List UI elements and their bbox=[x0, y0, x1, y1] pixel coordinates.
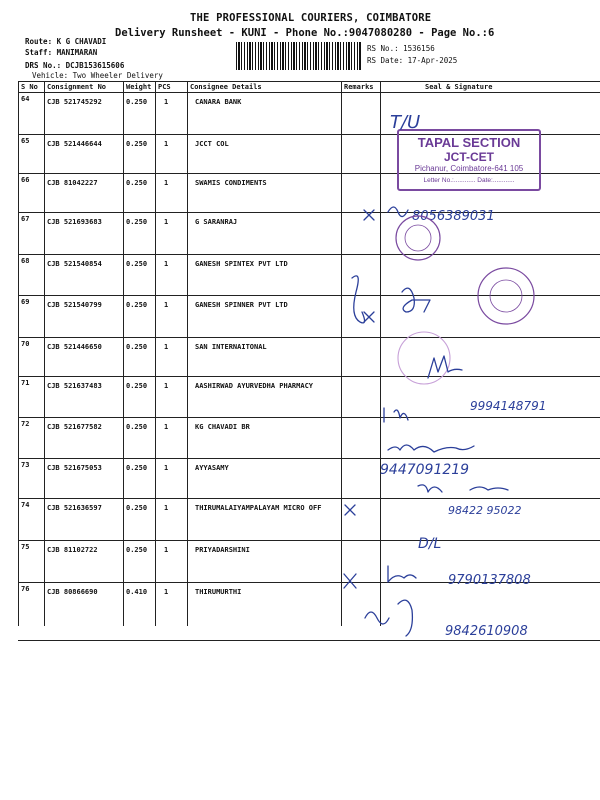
row-weight: 0.250 bbox=[126, 464, 148, 472]
row-sno: 69 bbox=[21, 298, 30, 306]
signature-r72 bbox=[388, 445, 474, 452]
vehicle-value: Two Wheeler Delivery bbox=[72, 71, 163, 80]
row-consignee: CANARA BANK bbox=[195, 98, 242, 106]
table-header-border bbox=[18, 92, 600, 93]
drs-info bbox=[25, 61, 124, 70]
barcode bbox=[236, 42, 362, 70]
vehicle-label: Vehicle: bbox=[32, 71, 69, 80]
col-header-weight: Weight bbox=[126, 83, 152, 91]
row-consignment-no: CJB 81102722 bbox=[47, 546, 98, 554]
row-pcs: 1 bbox=[164, 260, 169, 268]
row-pcs: 1 bbox=[164, 301, 169, 309]
col-divider bbox=[44, 81, 45, 626]
rs-date-value: 17-Apr-2025 bbox=[407, 56, 458, 65]
handwriting-r64: T/U bbox=[390, 112, 421, 133]
col-header-seal: Seal & Signature bbox=[425, 83, 493, 91]
vehicle-info bbox=[32, 71, 163, 80]
row-sno: 68 bbox=[21, 257, 30, 265]
row-pcs: 1 bbox=[164, 218, 169, 226]
row-consignee: THIRUMALAIYAMPALAYAM MICRO OFF bbox=[195, 504, 322, 512]
rs-no-value: 1536156 bbox=[403, 44, 435, 53]
row-consignee: AYYASAMY bbox=[195, 464, 229, 472]
row-consignee: PRIYADARSHINI bbox=[195, 546, 250, 554]
cross-mark bbox=[344, 574, 356, 588]
row-divider bbox=[18, 295, 600, 296]
row-divider bbox=[18, 376, 600, 377]
signature-r69 bbox=[402, 288, 430, 312]
row-sno: 71 bbox=[21, 379, 30, 387]
col-header-sno: S No bbox=[21, 83, 38, 91]
staff-info bbox=[25, 48, 97, 57]
row-pcs: 1 bbox=[164, 588, 169, 596]
drs-label: DRS No.: bbox=[25, 61, 62, 70]
staff-label: Staff: bbox=[25, 48, 53, 57]
row-sno: 70 bbox=[21, 340, 30, 348]
col-header-consignment: Consignment No bbox=[47, 83, 107, 91]
round-seal-icon bbox=[478, 268, 534, 324]
rs-date bbox=[367, 56, 457, 65]
row-consignee: AASHIRWAD AYURVEDHA PHARMACY bbox=[195, 382, 314, 390]
col-divider bbox=[341, 81, 342, 626]
row-weight: 0.250 bbox=[126, 301, 148, 309]
row-consignee: SWAMIS CONDIMENTS bbox=[195, 179, 267, 187]
col-divider bbox=[155, 81, 156, 626]
row-sno: 67 bbox=[21, 215, 30, 223]
signature-r74 bbox=[418, 485, 508, 492]
stamp-line2: JCT-CET bbox=[443, 150, 494, 164]
handwriting-r71: 9994148791 bbox=[470, 399, 547, 413]
row-weight: 0.250 bbox=[126, 382, 148, 390]
signature-r68 bbox=[352, 276, 365, 323]
col-header-pcs: PCS bbox=[158, 83, 171, 91]
rs-no bbox=[367, 44, 435, 53]
row-weight: 0.250 bbox=[126, 260, 148, 268]
row-pcs: 1 bbox=[164, 504, 169, 512]
row-consignee: G SARANRAJ bbox=[195, 218, 238, 226]
rs-date-label: RS Date: bbox=[367, 56, 404, 65]
col-header-remarks: Remarks bbox=[344, 83, 374, 91]
tapal-stamp bbox=[397, 129, 541, 191]
row-consignee: THIRUMURTHI bbox=[195, 588, 242, 596]
round-seal-inner-icon bbox=[405, 225, 431, 251]
handwriting-r67: 8056389031 bbox=[412, 209, 495, 224]
row-weight: 0.250 bbox=[126, 546, 148, 554]
col-divider bbox=[18, 81, 19, 626]
route-value: K G CHAVADI bbox=[56, 37, 107, 46]
row-sno: 75 bbox=[21, 543, 30, 551]
row-divider bbox=[18, 212, 600, 213]
row-pcs: 1 bbox=[164, 140, 169, 148]
row-weight: 0.250 bbox=[126, 140, 148, 148]
row-consignment-no: CJB 81042227 bbox=[47, 179, 98, 187]
row-consignee: JCCT COL bbox=[195, 140, 229, 148]
col-header-consignee: Consignee Details bbox=[190, 83, 262, 91]
row-sno: 65 bbox=[21, 137, 30, 145]
col-divider bbox=[123, 81, 124, 626]
handwriting-r76a: 9790137808 bbox=[448, 573, 531, 588]
row-divider bbox=[18, 458, 600, 459]
staff-value: MANIMARAN bbox=[56, 48, 98, 57]
row-consignment-no: CJB 521540799 bbox=[47, 301, 102, 309]
row-consignment-no: CJB 521677582 bbox=[47, 423, 102, 431]
row-consignee: KG CHAVADI BR bbox=[195, 423, 250, 431]
row-sno: 64 bbox=[21, 95, 30, 103]
row-weight: 0.410 bbox=[126, 588, 148, 596]
handwriting-r75: D/L bbox=[418, 536, 442, 552]
signature-r70 bbox=[428, 356, 462, 378]
row-consignment-no: CJB 521637483 bbox=[47, 382, 102, 390]
row-sno: 73 bbox=[21, 461, 30, 469]
row-pcs: 1 bbox=[164, 546, 169, 554]
handwriting-r73: 9447091219 bbox=[380, 462, 470, 478]
col-divider bbox=[380, 81, 381, 626]
cross-mark bbox=[345, 505, 355, 515]
runsheet-title: Delivery Runsheet - KUNI - Phone No.:9047080280 - Page No.:6 bbox=[115, 27, 495, 39]
route-label: Route: bbox=[25, 37, 53, 46]
row-consignee: GANESH SPINNER PVT LTD bbox=[195, 301, 288, 309]
row-sno: 74 bbox=[21, 501, 30, 509]
row-divider bbox=[18, 417, 600, 418]
row-pcs: 1 bbox=[164, 343, 169, 351]
row-consignment-no: CJB 521636597 bbox=[47, 504, 102, 512]
company-title: THE PROFESSIONAL COURIERS, COIMBATORE bbox=[190, 12, 432, 24]
stamp-line4: Letter No.:............ Date:............ bbox=[423, 177, 515, 184]
col-divider bbox=[187, 81, 188, 626]
row-weight: 0.250 bbox=[126, 504, 148, 512]
row-divider bbox=[18, 498, 600, 499]
signature-r76b bbox=[365, 600, 412, 636]
row-divider bbox=[18, 640, 600, 641]
table-top-border bbox=[18, 81, 600, 82]
row-sno: 76 bbox=[21, 585, 30, 593]
row-consignment-no: CJB 521745292 bbox=[47, 98, 102, 106]
stamp-line1: TAPAL SECTION bbox=[417, 135, 521, 150]
row-weight: 0.250 bbox=[126, 423, 148, 431]
row-weight: 0.250 bbox=[126, 343, 148, 351]
rs-no-label: RS No.: bbox=[367, 44, 399, 53]
drs-value: DCJB153615606 bbox=[65, 61, 125, 70]
row-consignee: SAN INTERNAITONAL bbox=[195, 343, 267, 351]
handwriting-r74: 98422 95022 bbox=[448, 504, 522, 517]
row-consignment-no: CJB 521446644 bbox=[47, 140, 102, 148]
row-consignment-no: CJB 521446650 bbox=[47, 343, 102, 351]
handwriting-r76b: 9842610908 bbox=[445, 624, 528, 639]
row-consignment-no: CJB 521693683 bbox=[47, 218, 102, 226]
row-pcs: 1 bbox=[164, 382, 169, 390]
row-divider bbox=[18, 254, 600, 255]
row-consignment-no: CJB 521540854 bbox=[47, 260, 102, 268]
signature-r71 bbox=[384, 408, 408, 422]
round-seal-inner-icon bbox=[490, 280, 522, 312]
row-sno: 72 bbox=[21, 420, 30, 428]
row-pcs: 1 bbox=[164, 179, 169, 187]
row-divider bbox=[18, 582, 600, 583]
cross-mark bbox=[364, 312, 374, 322]
row-pcs: 1 bbox=[164, 98, 169, 106]
row-pcs: 1 bbox=[164, 423, 169, 431]
row-weight: 0.250 bbox=[126, 218, 148, 226]
row-consignment-no: CJB 521675053 bbox=[47, 464, 102, 472]
stamp-line3: Pichanur, Coimbatore-641 105 bbox=[414, 164, 524, 173]
row-weight: 0.250 bbox=[126, 98, 148, 106]
route-info bbox=[25, 37, 106, 46]
row-divider bbox=[18, 337, 600, 338]
row-divider bbox=[18, 540, 600, 541]
row-pcs: 1 bbox=[164, 464, 169, 472]
row-sno: 66 bbox=[21, 176, 30, 184]
row-consignee: GANESH SPINTEX PVT LTD bbox=[195, 260, 288, 268]
row-weight: 0.250 bbox=[126, 179, 148, 187]
signature-r76a bbox=[388, 566, 416, 582]
row-consignment-no: CJB 80866690 bbox=[47, 588, 98, 596]
